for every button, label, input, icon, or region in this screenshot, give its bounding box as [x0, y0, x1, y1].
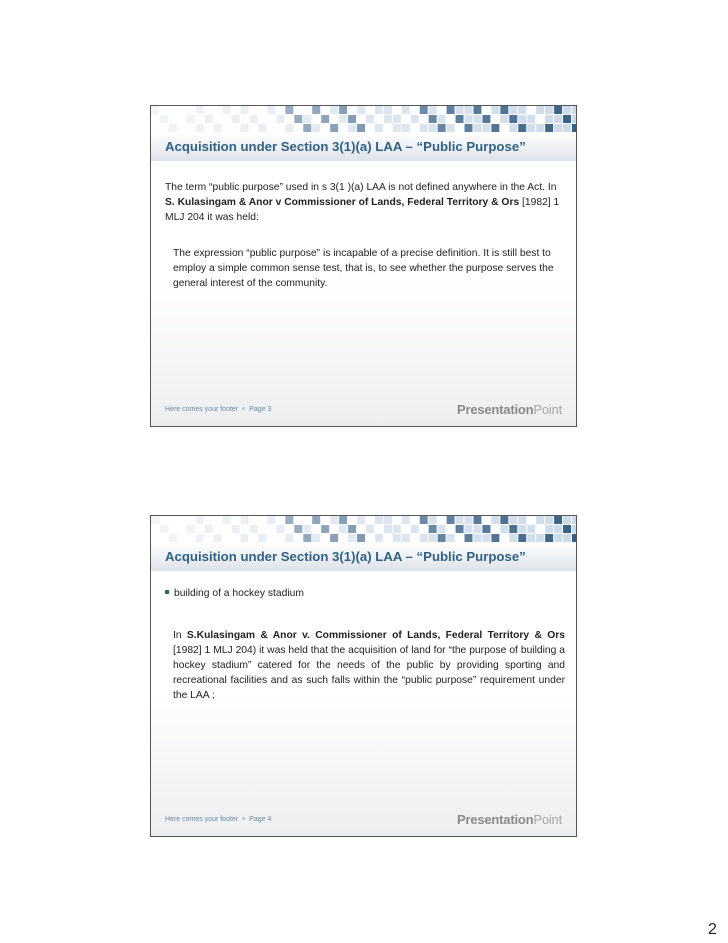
mosaic-square	[518, 516, 526, 524]
mosaic-square	[393, 534, 401, 542]
para-text: [1982] 1 MLJ 204) it was held that the acquisition of land for “the purpose of building a hockey stadium” catered for the needs of the public by providing sporting and recreational facilities and as such falls within the “public purpose” requirement under the LAA ;	[173, 645, 565, 701]
mosaic-square	[366, 115, 374, 123]
intro-text: The term “public purpose” used in s 3(1 )(a) LAA is not defined anywhere in the Act. In	[165, 182, 557, 193]
slide-title: Acquisition under Section 3(1)(a) LAA – “Public Purpose”	[165, 549, 526, 564]
mosaic-square	[563, 115, 571, 123]
mosaic-square	[312, 106, 320, 114]
mosaic-square	[518, 525, 526, 533]
mosaic-square	[241, 516, 249, 524]
mosaic-square	[473, 525, 481, 533]
mosaic-square	[500, 516, 508, 524]
mosaic-square	[465, 525, 473, 533]
mosaic-square	[402, 124, 410, 132]
mosaic-square	[348, 115, 356, 123]
mosaic-square	[375, 106, 383, 114]
mosaic-square	[563, 534, 571, 542]
mosaic-square	[339, 516, 347, 524]
mosaic-square	[545, 534, 553, 542]
case-name: S.Kulasingam & Anor v. Commissioner of Lands, Federal Territory & Ors	[186, 630, 565, 641]
mosaic-square	[303, 525, 311, 533]
mosaic-square	[151, 106, 159, 114]
mosaic-square	[509, 525, 517, 533]
slide-page-4	[150, 515, 577, 837]
mosaic-square	[276, 115, 284, 123]
mosaic-square	[429, 516, 437, 524]
mosaic-square	[384, 106, 392, 114]
mosaic-square	[312, 124, 320, 132]
mosaic-square	[294, 525, 302, 533]
mosaic-square	[402, 106, 410, 114]
mosaic-square	[456, 516, 464, 524]
mosaic-square	[482, 534, 490, 542]
mosaic-square	[536, 124, 544, 132]
logo-bold: Presentation	[457, 812, 534, 827]
intro-paragraph	[165, 180, 565, 225]
mosaic-square	[196, 534, 204, 542]
mosaic-square	[447, 124, 455, 132]
mosaic-square	[402, 534, 410, 542]
mosaic-square	[509, 516, 517, 524]
mosaic-square	[572, 525, 576, 533]
mosaic-square	[330, 124, 338, 132]
mosaic-square	[527, 115, 535, 123]
para-intro: In	[173, 630, 187, 641]
mosaic-square	[554, 115, 562, 123]
mosaic-square	[545, 124, 553, 132]
mosaic-square	[447, 516, 455, 524]
bullet-item	[165, 588, 304, 599]
mosaic-square	[429, 106, 437, 114]
mosaic-square	[151, 516, 159, 524]
presentationpoint-logo	[457, 402, 562, 417]
mosaic-square	[357, 516, 365, 524]
mosaic-square	[545, 516, 553, 524]
mosaic-square	[303, 115, 311, 123]
case-paragraph	[173, 628, 565, 703]
mosaic-square	[321, 115, 329, 123]
mosaic-square	[348, 525, 356, 533]
mosaic-square	[285, 124, 293, 132]
mosaic-square	[500, 115, 508, 123]
header-decoration	[151, 516, 576, 543]
mosaic-square	[196, 516, 204, 524]
mosaic-square	[518, 124, 526, 132]
mosaic-square	[429, 115, 437, 123]
mosaic-square	[339, 115, 347, 123]
mosaic-square	[285, 534, 293, 542]
mosaic-square	[563, 516, 571, 524]
mosaic-square	[294, 115, 302, 123]
square-bullet-icon	[165, 590, 169, 594]
mosaic-square	[303, 534, 311, 542]
mosaic-square	[572, 106, 576, 114]
mosaic-square	[527, 534, 535, 542]
mosaic-square	[572, 115, 576, 123]
mosaic-square	[258, 124, 266, 132]
sheet-page-number: 2	[708, 921, 717, 938]
mosaic-square	[187, 525, 195, 533]
mosaic-square	[330, 106, 338, 114]
mosaic-square	[375, 534, 383, 542]
mosaic-square	[160, 525, 168, 533]
quote-paragraph: The expression “public purpose” is incapable of a precise definition. It is still best to employ a simple common sense test, that is, to see whether the purpose serves the general interest of the community.	[173, 248, 554, 289]
mosaic-square	[429, 534, 437, 542]
mosaic-square	[536, 516, 544, 524]
slide-footer	[165, 406, 271, 413]
footer-text: Here comes your footer	[165, 406, 239, 413]
mosaic-square	[545, 525, 553, 533]
mosaic-square	[241, 124, 249, 132]
mosaic-square	[285, 516, 293, 524]
mosaic-square	[438, 525, 446, 533]
mosaic-square	[169, 534, 177, 542]
separator-dot-icon	[242, 407, 245, 410]
mosaic-square	[276, 525, 284, 533]
mosaic-square	[527, 525, 535, 533]
mosaic-square	[196, 106, 204, 114]
mosaic-square	[420, 534, 428, 542]
mosaic-square	[572, 124, 576, 132]
mosaic-square	[491, 106, 499, 114]
mosaic-square	[572, 516, 576, 524]
mosaic-square	[420, 516, 428, 524]
mosaic-square	[223, 106, 231, 114]
bullet-text: building of a hockey stadium	[174, 588, 304, 599]
mosaic-square	[465, 115, 473, 123]
presentationpoint-logo	[457, 812, 562, 827]
mosaic-square	[420, 124, 428, 132]
mosaic-square	[500, 106, 508, 114]
mosaic-square	[509, 106, 517, 114]
mosaic-square	[339, 525, 347, 533]
mosaic-square	[572, 534, 576, 542]
mosaic-square	[456, 115, 464, 123]
mosaic-square	[447, 534, 455, 542]
mosaic-square	[160, 115, 168, 123]
mosaic-square	[241, 534, 249, 542]
logo-bold: Presentation	[457, 402, 534, 417]
mosaic-square	[187, 115, 195, 123]
mosaic-square	[285, 106, 293, 114]
mosaic-square	[330, 516, 338, 524]
mosaic-square	[384, 115, 392, 123]
mosaic-square	[312, 534, 320, 542]
mosaic-square	[563, 124, 571, 132]
mosaic-square	[258, 534, 266, 542]
mosaic-square	[429, 124, 437, 132]
mosaic-square	[375, 516, 383, 524]
mosaic-square	[554, 106, 562, 114]
mosaic-square	[411, 525, 419, 533]
mosaic-square	[438, 124, 446, 132]
mosaic-square	[196, 124, 204, 132]
mosaic-square	[456, 525, 464, 533]
mosaic-square	[402, 516, 410, 524]
mosaic-square	[465, 516, 473, 524]
mosaic-square	[205, 525, 213, 533]
citation-text: [1982] 1 MLJ 204 it was held:	[165, 197, 560, 223]
mosaic-square	[554, 124, 562, 132]
mosaic-square	[554, 534, 562, 542]
slide-title: Acquisition under Section 3(1)(a) LAA – “Public Purpose”	[165, 139, 526, 154]
mosaic-square	[393, 525, 401, 533]
logo-light: Point	[533, 812, 562, 827]
mosaic-square	[214, 534, 222, 542]
separator-dot-icon	[242, 817, 245, 820]
mosaic-square	[330, 534, 338, 542]
mosaic-square	[438, 534, 446, 542]
mosaic-square	[482, 525, 490, 533]
mosaic-square	[509, 124, 517, 132]
mosaic-square	[420, 106, 428, 114]
mosaic-square	[473, 124, 481, 132]
mosaic-square	[536, 106, 544, 114]
mosaic-square	[465, 106, 473, 114]
mosaic-square	[250, 115, 258, 123]
mosaic-square	[348, 124, 356, 132]
header-decoration	[151, 106, 576, 133]
footer-text: Here comes your footer	[165, 816, 239, 823]
mosaic-square	[384, 516, 392, 524]
mosaic-square	[465, 124, 473, 132]
mosaic-square	[473, 534, 481, 542]
mosaic-square	[214, 124, 222, 132]
mosaic-square	[357, 534, 365, 542]
case-name: S. Kulasingam & Anor v Commissioner of Lands, Federal Territory & Ors	[165, 197, 520, 208]
mosaic-square	[518, 115, 526, 123]
mosaic-square	[563, 106, 571, 114]
mosaic-square	[250, 525, 258, 533]
mosaic-square	[465, 534, 473, 542]
mosaic-square	[366, 525, 374, 533]
mosaic-square	[429, 525, 437, 533]
mosaic-square	[384, 525, 392, 533]
mosaic-square	[527, 124, 535, 132]
mosaic-square	[393, 124, 401, 132]
page-label: Page 4	[249, 816, 272, 823]
mosaic-square	[223, 516, 231, 524]
mosaic-square	[411, 115, 419, 123]
mosaic-square	[348, 534, 356, 542]
slide-page-3	[150, 105, 577, 427]
mosaic-square	[447, 106, 455, 114]
mosaic-square	[554, 525, 562, 533]
mosaic-square	[482, 124, 490, 132]
mosaic-square	[375, 124, 383, 132]
mosaic-square	[267, 516, 275, 524]
mosaic-square	[393, 115, 401, 123]
mosaic-square	[536, 534, 544, 542]
mosaic-square	[491, 534, 499, 542]
mosaic-square	[357, 106, 365, 114]
mosaic-square	[509, 534, 517, 542]
mosaic-square	[545, 106, 553, 114]
mosaic-square	[473, 106, 481, 114]
mosaic-square	[563, 525, 571, 533]
mosaic-square	[339, 106, 347, 114]
mosaic-square	[312, 516, 320, 524]
mosaic-square	[545, 115, 553, 123]
mosaic-square	[303, 124, 311, 132]
mosaic-square	[554, 516, 562, 524]
mosaic-square	[438, 115, 446, 123]
mosaic-square	[456, 106, 464, 114]
mosaic-square	[491, 124, 499, 132]
mosaic-square	[321, 525, 329, 533]
mosaic-square	[232, 525, 240, 533]
mosaic-square	[267, 106, 275, 114]
mosaic-square	[357, 124, 365, 132]
mosaic-square	[232, 115, 240, 123]
mosaic-square	[482, 115, 490, 123]
mosaic-square	[169, 124, 177, 132]
slide-footer	[165, 816, 271, 823]
mosaic-square	[518, 106, 526, 114]
mosaic-square	[205, 115, 213, 123]
mosaic-square	[241, 106, 249, 114]
mosaic-square	[491, 516, 499, 524]
mosaic-square	[473, 516, 481, 524]
mosaic-square	[509, 115, 517, 123]
mosaic-square	[500, 525, 508, 533]
logo-light: Point	[533, 402, 562, 417]
page-label: Page 3	[249, 406, 272, 413]
mosaic-square	[518, 534, 526, 542]
mosaic-square	[473, 115, 481, 123]
